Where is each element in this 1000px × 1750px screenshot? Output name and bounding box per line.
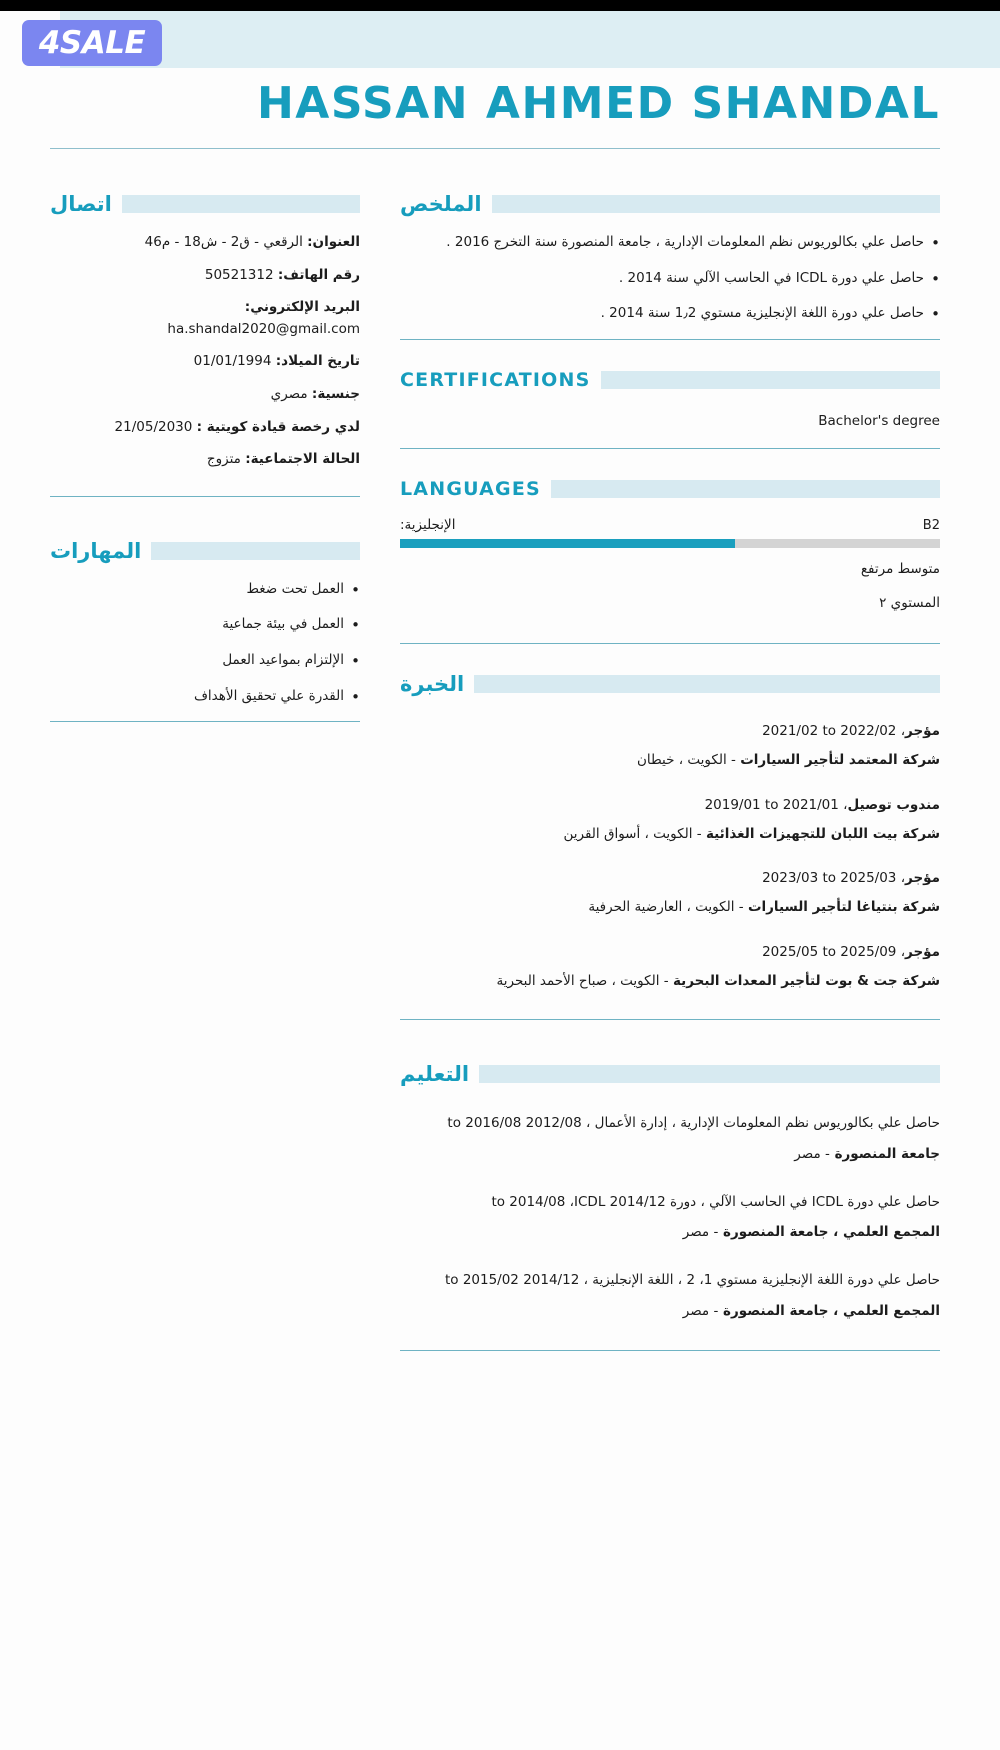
education-entry <box>400 1189 940 1246</box>
candidate-name-row <box>50 78 940 129</box>
contact-value: 01/01/1994 <box>193 353 272 370</box>
experience-dates: 2023/03 to 2025/03 <box>762 870 897 887</box>
section-header-skills <box>50 537 360 565</box>
certification-item: Bachelor's degree <box>818 412 940 429</box>
language-note: متوسط مرتفع <box>860 561 940 578</box>
experience-role: مؤجر <box>905 722 940 739</box>
experience-org: شركة بيت اللبان للتجهيزات الغذائية <box>705 825 940 842</box>
skills-list <box>50 579 360 707</box>
list-item: • العمل في بيئة جماعية <box>50 614 360 636</box>
experience-org: شركة جت & بوت لتأجير المعدات البحرية <box>672 973 940 990</box>
list-item: • الإلتزام بمواعيد العمل <box>50 650 360 672</box>
education-section-divider <box>400 1350 940 1351</box>
education-description: حاصل علي بكالوريوس نظم المعلومات الإدارية ، إدارة الأعمال ، 2012/08 to 2016/08 <box>447 1115 940 1132</box>
section-bar <box>601 371 940 389</box>
section-title-summary: الملخص <box>400 192 482 216</box>
language-proficiency-fill <box>400 539 735 548</box>
list-item <box>50 297 360 340</box>
list-item <box>50 417 360 439</box>
contact-label: تاريخ الميلاد: <box>275 353 360 370</box>
header-divider <box>50 148 940 149</box>
section-header-certifications <box>400 366 940 394</box>
education-entry <box>400 1267 940 1324</box>
education-description: حاصل علي دورة اللغة الإنجليزية مستوي 1، 2 ، اللغة الإنجليزية ، 2014/12 to 2015/02 <box>444 1272 940 1289</box>
contact-label: العنوان: <box>307 234 360 250</box>
contact-label: جنسية: <box>311 385 360 402</box>
language-name: الإنجليزية: <box>400 517 456 534</box>
contact-label: البريد الإلكتروني: <box>244 299 360 316</box>
experience-org: شركة المعتمد لتأجير السيارات <box>740 751 940 768</box>
education-school: جامعة المنصورة <box>834 1145 940 1162</box>
top-black-strip <box>0 0 1000 11</box>
contact-value: الرقعي - ق2 - ش18 - م46 <box>144 234 303 250</box>
page-title: HASSAN AHMED SHANDAL <box>256 78 940 129</box>
header-band <box>60 11 1000 68</box>
experience-entry: مؤجر، 2025/05 to 2025/09 شركة جت & بوت لتأجير المعدات البحرية - الكويت ، صباح الأحمد البحرية <box>400 941 940 993</box>
experience-dates: 2021/02 to 2022/02 <box>762 722 897 739</box>
skills-section-divider <box>50 721 360 722</box>
experience-entry: مندوب توصيل، 2019/01 to 2021/01 شركة بيت اللبان للتجهيزات الغذائية - الكويت ، أسواق القرين <box>400 794 940 846</box>
list-item: • حاصل علي دورة اللغة الإنجليزية مستوي 1٫2 سنة 2014 . <box>400 303 940 325</box>
section-title-education: التعليم <box>400 1062 470 1087</box>
section-bar <box>492 195 940 213</box>
contact-label: لدي رخصة قيادة كويتية : <box>196 418 360 435</box>
experience-location: الكويت ، صباح الأحمد البحرية <box>496 973 660 990</box>
section-bar <box>474 675 940 693</box>
experience-entry: مؤجر، 2021/02 to 2022/02 شركة المعتمد لتأجير السيارات - الكويت ، خيطان <box>400 720 940 772</box>
section-header-contact <box>50 190 360 218</box>
right-column <box>400 190 940 1351</box>
education-country: - مصر <box>682 1302 719 1319</box>
list-item: • القدرة علي تحقيق الأهداف <box>50 686 360 708</box>
contact-value: مصري <box>270 385 308 402</box>
section-title-languages: LANGUAGES <box>400 478 541 501</box>
experience-dates: 2019/01 to 2021/01 <box>704 796 839 813</box>
education-description: حاصل علي دورة ICDL في الحاسب الآلي ، دورة 2014/12 to 2014/08 ،ICDL <box>491 1193 940 1210</box>
section-title-experience: الخبرة <box>400 671 465 696</box>
education-school: المجمع العلمي ، جامعة المنصورة <box>723 1224 940 1241</box>
list-item <box>50 384 360 406</box>
list-item: • حاصل علي دورة ICDL في الحاسب الآلي سنة 2014 . <box>400 268 940 290</box>
language-level-label: B2 <box>922 518 940 534</box>
section-title-certifications: CERTIFICATIONS <box>400 368 591 391</box>
contact-label: رقم الهاتف: <box>277 266 360 283</box>
section-bar <box>551 480 940 498</box>
summary-list <box>400 232 940 325</box>
section-title-contact: اتصال <box>50 192 112 216</box>
language-row <box>400 517 940 533</box>
education-entry <box>400 1110 940 1167</box>
experience-location: الكويت ، العارضية الحرفية <box>588 899 735 916</box>
section-bar <box>122 195 360 213</box>
experience-location: الكويت ، أسواق القرين <box>563 825 693 842</box>
experience-role: مندوب توصيل <box>847 796 940 813</box>
contact-value: متزوج <box>206 451 241 468</box>
experience-org: شركة بنتياغا لتأجير السيارات <box>747 899 940 916</box>
list-item <box>50 232 360 254</box>
education-school: المجمع العلمي ، جامعة المنصورة <box>723 1302 940 1319</box>
experience-entry: مؤجر، 2023/03 to 2025/03 شركة بنتياغا لتأجير السيارات - الكويت ، العارضية الحرفية <box>400 867 940 919</box>
section-bar <box>151 542 360 560</box>
experience-role: مؤجر <box>905 870 940 887</box>
list-item: • العمل تحت ضغط <box>50 579 360 601</box>
list-item <box>50 351 360 373</box>
experience-location: الكويت ، خيطان <box>636 751 727 768</box>
left-column <box>50 190 360 722</box>
contact-value: 21/05/2030 <box>114 418 193 435</box>
section-bar <box>479 1065 940 1083</box>
section-title-skills: المهارات <box>50 538 142 563</box>
list-item <box>50 265 360 287</box>
section-header-summary <box>400 190 940 218</box>
section-header-education <box>400 1060 940 1088</box>
section-header-languages <box>400 475 940 503</box>
education-country: - مصر <box>682 1224 719 1241</box>
contact-value: 50521312 <box>204 266 274 283</box>
section-header-experience <box>400 670 940 698</box>
brand-logo-badge <box>22 20 162 66</box>
experience-dates: 2025/05 to 2025/09 <box>762 944 897 961</box>
experience-role: مؤجر <box>905 944 940 961</box>
language-proficiency-meter <box>400 539 940 548</box>
contact-list <box>50 232 360 471</box>
contact-label: الحالة الاجتماعية: <box>245 451 360 468</box>
list-item: • حاصل علي بكالوريوس نظم المعلومات الإدارية ، جامعة المنصورة سنة التخرج 2016 . <box>400 232 940 254</box>
contact-value: ha.shandal2020@gmail.com <box>167 320 360 337</box>
brand-logo-text: 4SALE <box>38 25 146 61</box>
education-country: - مصر <box>794 1145 830 1162</box>
list-item <box>50 449 360 471</box>
language-note: المستوي ٢ <box>879 595 940 612</box>
